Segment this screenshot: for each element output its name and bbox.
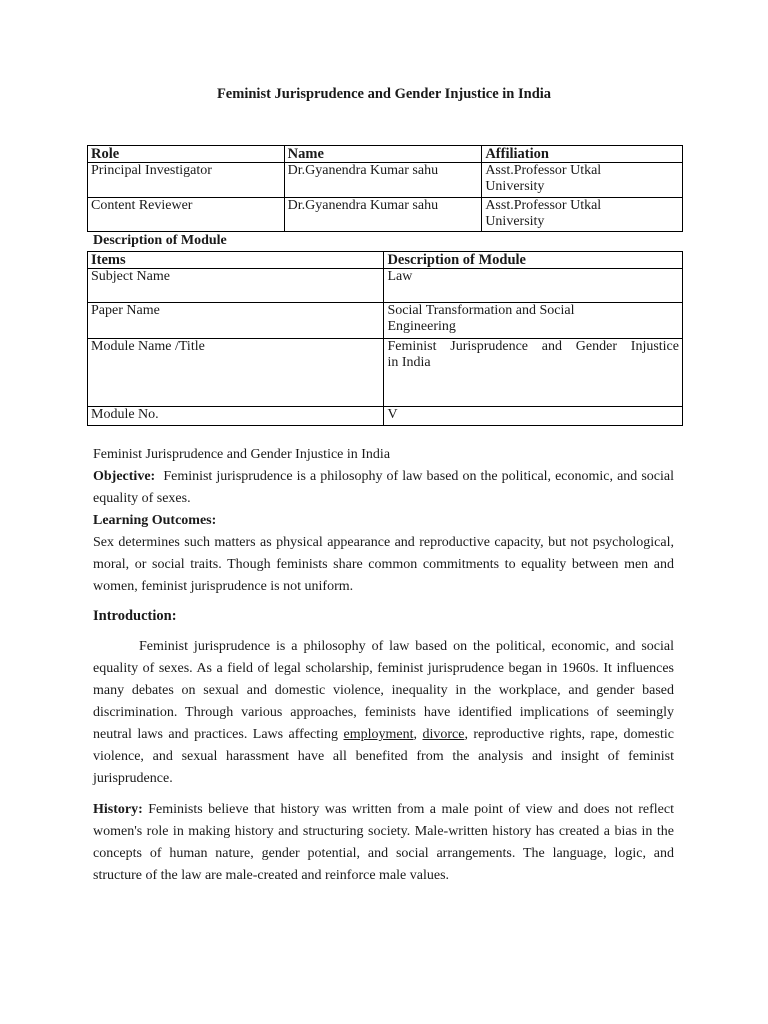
intro-text-continued: , reproductive rights, rape, domestic violence, and sexual harassment have all benefited from the analysis and insight of feminist jurisprudence.: [93, 727, 674, 786]
header-items: Items: [88, 252, 384, 269]
table-row: [88, 339, 683, 407]
description-line: V: [387, 407, 398, 422]
description-cell: [384, 339, 683, 407]
module-table: [87, 251, 683, 426]
objective-label: Objective:: [93, 469, 156, 484]
table-row: [88, 163, 683, 198]
item-cell: Paper Name: [88, 303, 384, 339]
item-cell: Module No.: [88, 407, 384, 426]
introduction-paragraph: [93, 636, 674, 790]
employment-link[interactable]: employment: [343, 727, 414, 742]
document-title: Feminist Jurisprudence and Gender Injustice in India: [216, 86, 552, 102]
table-row: [88, 198, 683, 232]
affiliation-line: Asst.Professor Utkal: [485, 198, 602, 213]
intro-separator: ,: [413, 727, 423, 742]
role-cell: Principal Investigator: [88, 163, 285, 198]
name-cell: Dr.Gyanendra Kumar sahu: [284, 163, 482, 198]
affiliation-cell: [482, 198, 683, 232]
content-block: [93, 444, 674, 598]
history-paragraph: [93, 799, 674, 887]
item-cell: Subject Name: [88, 269, 384, 303]
header-role: Role: [88, 146, 285, 163]
table-header-row: [88, 252, 683, 269]
description-line: Social Transformation and Social: [387, 303, 575, 318]
divorce-link[interactable]: divorce: [422, 727, 465, 742]
item-cell: Module Name /Title: [88, 339, 384, 407]
table-header-row: [88, 146, 683, 163]
objective-text: Feminist jurisprudence is a philosophy of law based on the political, economic, and social equality of sexes.: [93, 469, 674, 506]
affiliation-line: University: [485, 179, 545, 194]
table-row: [88, 269, 683, 303]
learning-outcomes-heading: Learning Outcomes:: [93, 513, 217, 528]
description-line: in India: [387, 355, 431, 370]
description-cell: [384, 269, 683, 303]
module-heading: Description of Module: [93, 233, 227, 248]
affiliation-cell: [482, 163, 683, 198]
affiliation-line: Asst.Professor Utkal: [485, 163, 602, 178]
intro-text: Feminist jurisprudence is a philosophy of law based on the political, economic, and social equality of sexes. As a field of legal scholarship, feminist jurisprudence began in 1960s. It influences many debates on sexual and domestic violence, inequality in the workplace, and gender based discrimination. Through various approaches, feminists have identified implications of seemingly neutral laws and practices. Laws affecting: [93, 639, 674, 742]
objective-paragraph: [93, 466, 674, 510]
description-cell: [384, 407, 683, 426]
introduction-heading: Introduction:: [93, 608, 177, 624]
table-row: [88, 303, 683, 339]
table-row: [88, 407, 683, 426]
header-description: Description of Module: [384, 252, 683, 269]
subtitle: Feminist Jurisprudence and Gender Injustice in India: [93, 447, 391, 462]
role-cell: Content Reviewer: [88, 198, 285, 232]
description-line: Feminist Jurisprudence and Gender Injustice: [387, 339, 679, 354]
description-line: Engineering: [387, 319, 456, 334]
name-cell: Dr.Gyanendra Kumar sahu: [284, 198, 482, 232]
description-line: Law: [387, 269, 413, 284]
history-text: Feminists believe that history was written from a male point of view and does not reflect women's role in making history and structuring society. Male-written history has created a bias in the concepts of human nature, gender potential, and social arrangements. The language, logic, and structure of the law are male-created and reinforce male values.: [93, 802, 674, 883]
people-table: [87, 145, 683, 232]
header-name: Name: [284, 146, 482, 163]
header-affiliation: Affiliation: [482, 146, 683, 163]
history-label: History:: [93, 802, 143, 817]
introduction-block: [93, 636, 674, 790]
affiliation-line: University: [485, 214, 545, 229]
learning-outcomes-text: Sex determines such matters as physical appearance and reproductive capacity, but not psychological, moral, or social traits. Though feminists share common commitments to equality between men and women, feminist jurisprudence is not uniform.: [93, 535, 674, 594]
description-cell: [384, 303, 683, 339]
history-block: [93, 799, 674, 887]
